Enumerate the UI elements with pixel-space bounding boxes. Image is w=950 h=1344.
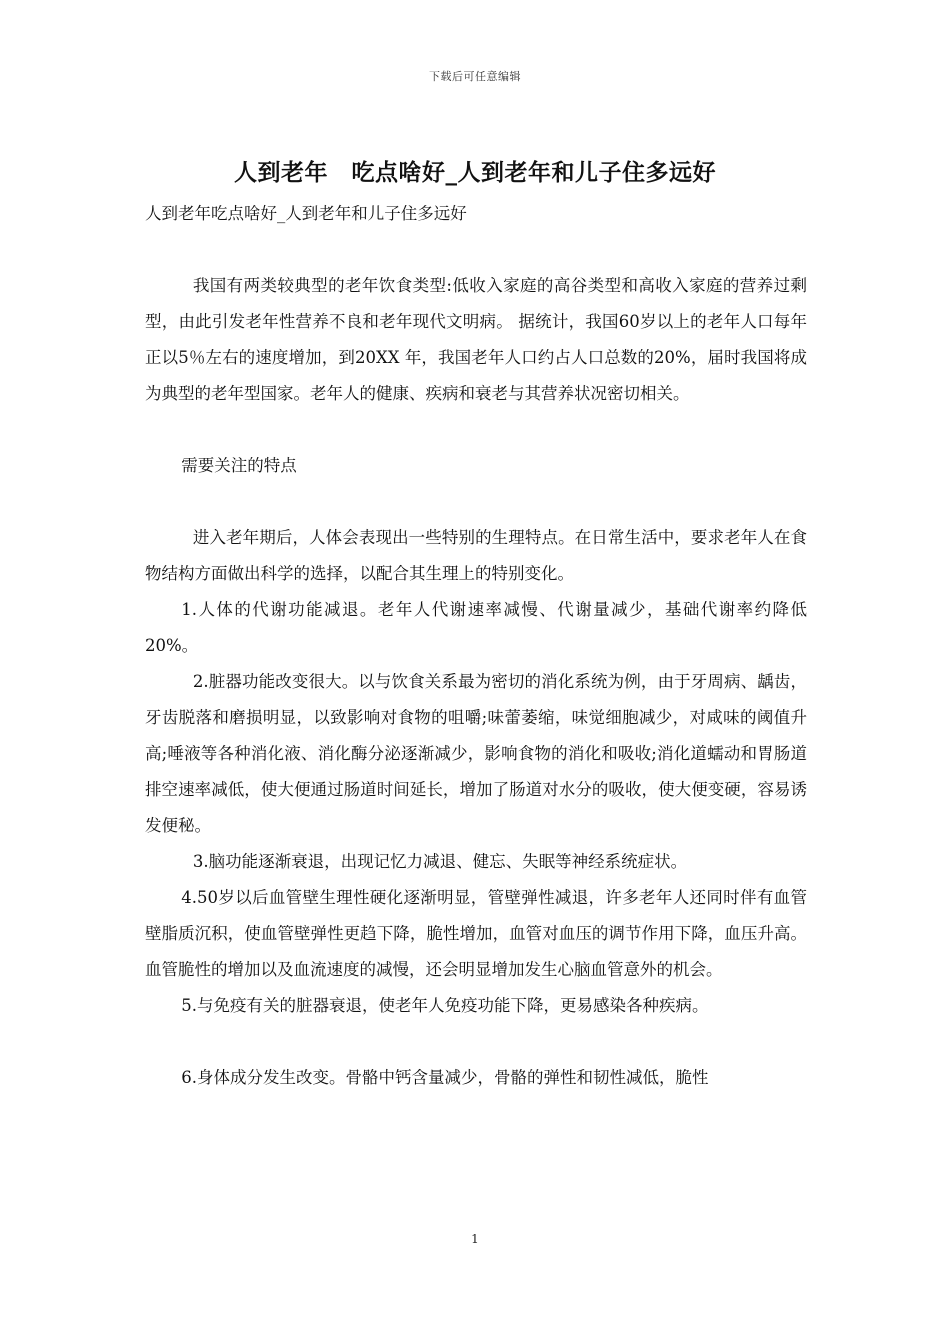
paragraph-features: 进入老年期后，人体会表现出一些特别的生理特点。在日常生活中，要求老年人在食物结构方面做出科学的选择，以配合其生理上的特别变化。 (145, 528, 807, 583)
document-title: 人到老年 吃点啥好_人到老年和儿子住多远好 (234, 159, 716, 186)
list-item-3: 3.脑功能逐渐衰退，出现记忆力减退、健忘、失眠等神经系统症状。 (192, 852, 688, 871)
page-header: 下载后可任意编辑 (429, 70, 521, 83)
page-number: 1 (471, 1232, 479, 1246)
paragraph-intro: 我国有两类较典型的老年饮食类型:低收入家庭的高谷类型和高收入家庭的营养过剩型，由此引发老年性营养不良和老年现代文明病。 据统计，我国60岁以上的老年人口每年正以5％左右的速度增加，到20XX 年，我国老年人口约占人口总数的20%，届时我国将成为典型的老年型国家。老年人的健康、疾病和衰老与其营养状况密切相关。 (145, 276, 807, 403)
section-heading: 需要关注的特点 (181, 456, 297, 475)
list-item-2: 2.脏器功能改变很大。以与饮食关系最为密切的消化系统为例，由于牙周病、龋齿，牙齿脱落和磨损明显，以致影响对食物的咀嚼;味蕾萎缩，味觉细胞减少，对咸味的阈值升高;唾液等各种消化液、消化酶分泌逐渐减少，影响食物的消化和吸收;消化道蠕动和胃肠道排空速率减低，使大便通过肠道时间延长，增加了肠道对水分的吸收，使大便变硬，容易诱发便秘。 (145, 672, 807, 835)
list-item-6: 6.身体成分发生改变。骨骼中钙含量减少，骨骼的弹性和韧性减低，脆性 (181, 1068, 709, 1087)
list-item-1: 1.人体的代谢功能减退。老年人代谢速率减慢、代谢量减少，基础代谢率约降低20%。 (145, 600, 807, 655)
document-subtitle: 人到老年吃点啥好_人到老年和儿子住多远好 (145, 204, 467, 223)
document-body (145, 196, 807, 1096)
list-item-5: 5.与免疫有关的脏器衰退，使老年人免疫功能下降，更易感染各种疾病。 (181, 996, 709, 1015)
list-item-4: 4.50岁以后血管壁生理性硬化逐渐明显，管壁弹性减退，许多老年人还同时伴有血管壁脂质沉积，使血管壁弹性更趋下降，脆性增加，血管对血压的调节作用下降，血压升高。血管脆性的增加以及血流速度的减慢，还会明显增加发生心脑血管意外的机会。 (145, 888, 807, 979)
